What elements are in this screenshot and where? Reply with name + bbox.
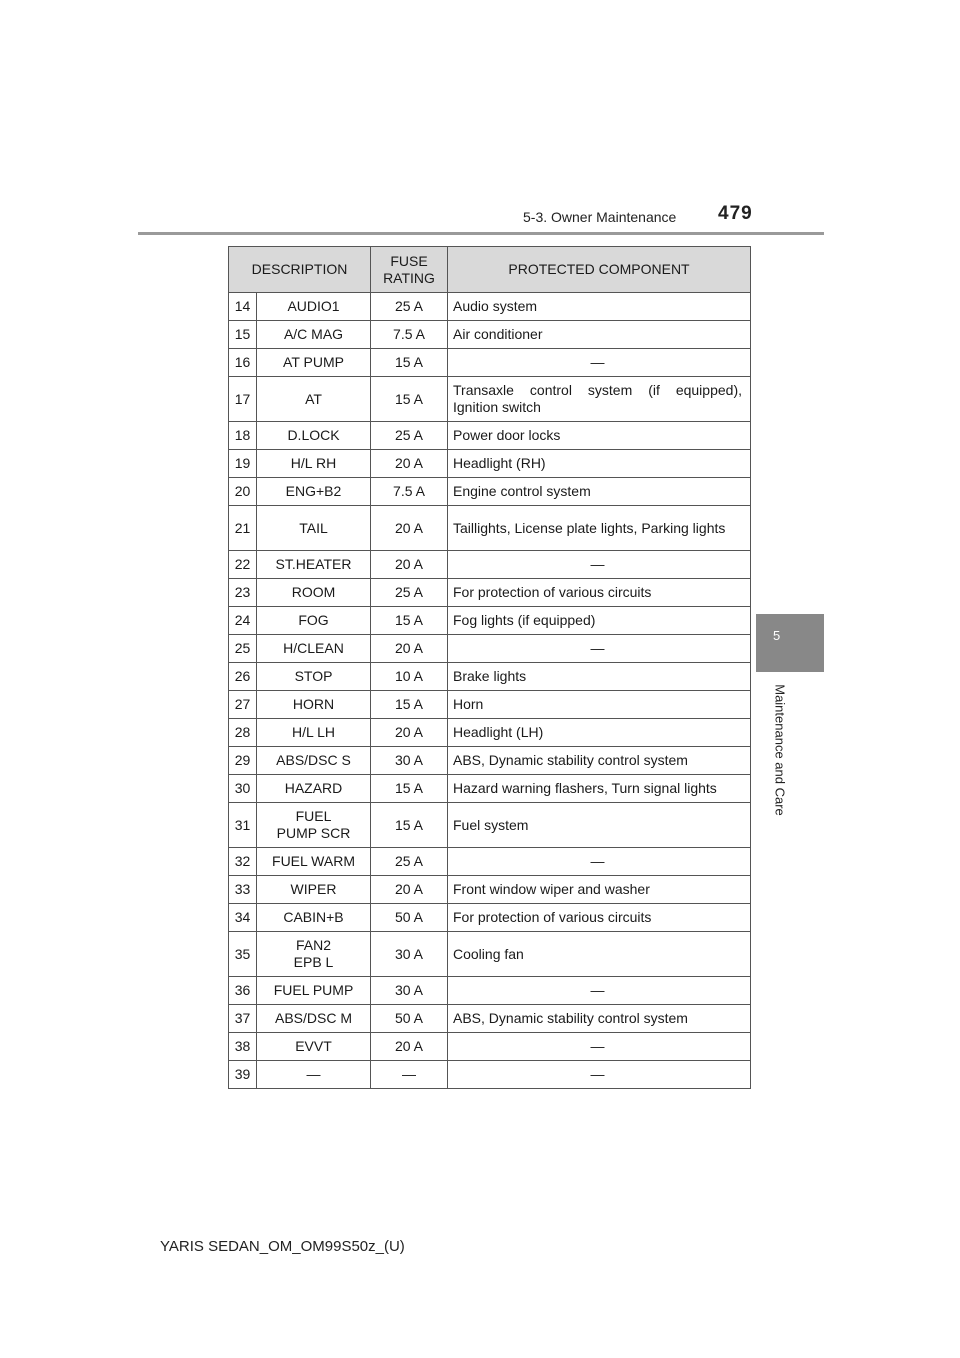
fuse-description-cell: CABIN+B bbox=[257, 904, 371, 932]
table-row bbox=[229, 377, 751, 422]
protected-component-cell: Headlight (RH) bbox=[448, 450, 751, 478]
fuse-rating-cell: 15 A bbox=[371, 377, 448, 422]
fuse-rating-cell: 7.5 A bbox=[371, 321, 448, 349]
table-row bbox=[229, 691, 751, 719]
fuse-description-cell: ABS/DSC S bbox=[257, 747, 371, 775]
fuse-rating-cell: 30 A bbox=[371, 977, 448, 1005]
table-row bbox=[229, 422, 751, 450]
table-row bbox=[229, 747, 751, 775]
fuse-rating-cell: 20 A bbox=[371, 635, 448, 663]
fuse-description-cell: ROOM bbox=[257, 579, 371, 607]
table-row bbox=[229, 848, 751, 876]
fuse-table-body bbox=[229, 293, 751, 1089]
protected-component-cell: Front window wiper and washer bbox=[448, 876, 751, 904]
header-fuse-rating-text: FUSE RATING bbox=[383, 252, 435, 286]
fuse-number-cell: 35 bbox=[229, 932, 257, 977]
fuse-rating-cell: 25 A bbox=[371, 848, 448, 876]
fuse-description-cell: HORN bbox=[257, 691, 371, 719]
fuse-description-cell: FUEL WARM bbox=[257, 848, 371, 876]
table-row bbox=[229, 1061, 751, 1089]
fuse-number-cell: 20 bbox=[229, 478, 257, 506]
fuse-number-cell: 22 bbox=[229, 551, 257, 579]
protected-component-cell: Fog lights (if equipped) bbox=[448, 607, 751, 635]
fuse-description-cell: FAN2 EPB L bbox=[257, 932, 371, 977]
fuse-number-cell: 39 bbox=[229, 1061, 257, 1089]
fuse-rating-cell: 50 A bbox=[371, 904, 448, 932]
protected-component-cell: For protection of various circuits bbox=[448, 579, 751, 607]
fuse-description-cell: STOP bbox=[257, 663, 371, 691]
fuse-rating-cell: — bbox=[371, 1061, 448, 1089]
header-protected-component: PROTECTED COMPONENT bbox=[448, 247, 751, 293]
fuse-number-cell: 25 bbox=[229, 635, 257, 663]
page-number: 479 bbox=[718, 203, 753, 224]
protected-component-cell: Cooling fan bbox=[448, 932, 751, 977]
fuse-description-cell: H/L RH bbox=[257, 450, 371, 478]
protected-component-cell: Headlight (LH) bbox=[448, 719, 751, 747]
protected-component-cell: Brake lights bbox=[448, 663, 751, 691]
header-divider bbox=[138, 232, 824, 235]
table-row bbox=[229, 349, 751, 377]
fuse-number-cell: 14 bbox=[229, 293, 257, 321]
fuse-rating-cell: 50 A bbox=[371, 1005, 448, 1033]
fuse-number-cell: 28 bbox=[229, 719, 257, 747]
protected-component-cell: — bbox=[448, 1061, 751, 1089]
fuse-number-cell: 34 bbox=[229, 904, 257, 932]
fuse-number-cell: 26 bbox=[229, 663, 257, 691]
fuse-description-cell: FOG bbox=[257, 607, 371, 635]
fuse-number-cell: 38 bbox=[229, 1033, 257, 1061]
fuse-number-cell: 24 bbox=[229, 607, 257, 635]
table-row bbox=[229, 719, 751, 747]
fuse-rating-cell: 15 A bbox=[371, 803, 448, 848]
fuse-number-cell: 31 bbox=[229, 803, 257, 848]
fuse-description-cell: ST.HEATER bbox=[257, 551, 371, 579]
fuse-description-cell: ABS/DSC M bbox=[257, 1005, 371, 1033]
fuse-number-cell: 36 bbox=[229, 977, 257, 1005]
fuse-description-cell: D.LOCK bbox=[257, 422, 371, 450]
fuse-number-cell: 37 bbox=[229, 1005, 257, 1033]
table-row bbox=[229, 607, 751, 635]
fuse-rating-cell: 20 A bbox=[371, 876, 448, 904]
fuse-number-cell: 17 bbox=[229, 377, 257, 422]
table-row bbox=[229, 506, 751, 551]
protected-component-cell: Fuel system bbox=[448, 803, 751, 848]
section-title: 5-3. Owner Maintenance bbox=[523, 209, 677, 225]
chapter-tab-number: 5 bbox=[773, 628, 781, 643]
fuse-number-cell: 32 bbox=[229, 848, 257, 876]
protected-component-cell: For protection of various circuits bbox=[448, 904, 751, 932]
fuse-rating-cell: 20 A bbox=[371, 506, 448, 551]
fuse-rating-cell: 20 A bbox=[371, 1033, 448, 1061]
protected-component-cell: — bbox=[448, 635, 751, 663]
fuse-description-cell: TAIL bbox=[257, 506, 371, 551]
fuse-rating-cell: 20 A bbox=[371, 450, 448, 478]
fuse-rating-cell: 7.5 A bbox=[371, 478, 448, 506]
table-row bbox=[229, 450, 751, 478]
protected-component-cell: Taillights, License plate lights, Parking lights bbox=[448, 506, 751, 551]
protected-component-cell: ABS, Dynamic stability control system bbox=[448, 1005, 751, 1033]
protected-component-cell: Horn bbox=[448, 691, 751, 719]
fuse-rating-cell: 15 A bbox=[371, 775, 448, 803]
table-row bbox=[229, 904, 751, 932]
fuse-description-cell: AT bbox=[257, 377, 371, 422]
fuse-description-cell: AT PUMP bbox=[257, 349, 371, 377]
protected-component-cell: — bbox=[448, 551, 751, 579]
protected-component-cell: Power door locks bbox=[448, 422, 751, 450]
chapter-tab-label: Maintenance and Care bbox=[772, 684, 788, 816]
fuse-rating-cell: 20 A bbox=[371, 719, 448, 747]
header-fuse-rating bbox=[371, 247, 448, 293]
fuse-number-cell: 15 bbox=[229, 321, 257, 349]
table-row bbox=[229, 932, 751, 977]
table-row bbox=[229, 1005, 751, 1033]
protected-component-cell: Audio system bbox=[448, 293, 751, 321]
header-description: DESCRIPTION bbox=[229, 247, 371, 293]
fuse-description-cell: A/C MAG bbox=[257, 321, 371, 349]
table-row bbox=[229, 579, 751, 607]
protected-component-cell: — bbox=[448, 977, 751, 1005]
fuse-rating-cell: 25 A bbox=[371, 579, 448, 607]
table-row bbox=[229, 478, 751, 506]
table-row bbox=[229, 803, 751, 848]
fuse-description-cell: H/L LH bbox=[257, 719, 371, 747]
table-row bbox=[229, 977, 751, 1005]
fuse-rating-cell: 10 A bbox=[371, 663, 448, 691]
footer-doc-id: YARIS SEDAN_OM_OM99S50z_(U) bbox=[160, 1238, 405, 1255]
table-row bbox=[229, 321, 751, 349]
fuse-description-cell: FUEL PUMP bbox=[257, 977, 371, 1005]
chapter-tab bbox=[756, 614, 824, 672]
fuse-rating-cell: 20 A bbox=[371, 551, 448, 579]
fuse-rating-cell: 30 A bbox=[371, 932, 448, 977]
fuse-number-cell: 21 bbox=[229, 506, 257, 551]
table-row bbox=[229, 876, 751, 904]
table-row bbox=[229, 775, 751, 803]
protected-component-cell: Air conditioner bbox=[448, 321, 751, 349]
table-row bbox=[229, 1033, 751, 1061]
fuse-rating-cell: 15 A bbox=[371, 691, 448, 719]
protected-component-cell: — bbox=[448, 1033, 751, 1061]
fuse-rating-cell: 25 A bbox=[371, 293, 448, 321]
table-row bbox=[229, 663, 751, 691]
fuse-number-cell: 29 bbox=[229, 747, 257, 775]
fuse-rating-cell: 25 A bbox=[371, 422, 448, 450]
fuse-table-header bbox=[229, 247, 751, 293]
table-row bbox=[229, 293, 751, 321]
fuse-description-cell: ENG+B2 bbox=[257, 478, 371, 506]
fuse-description-cell: FUEL PUMP SCR bbox=[257, 803, 371, 848]
fuse-rating-cell: 15 A bbox=[371, 607, 448, 635]
table-row bbox=[229, 635, 751, 663]
protected-component-cell: Transaxle control system (if equipped), Ignition switch bbox=[448, 377, 751, 422]
protected-component-cell: Hazard warning flashers, Turn signal lights bbox=[448, 775, 751, 803]
protected-component-cell: — bbox=[448, 848, 751, 876]
fuse-number-cell: 27 bbox=[229, 691, 257, 719]
fuse-number-cell: 18 bbox=[229, 422, 257, 450]
fuse-rating-cell: 15 A bbox=[371, 349, 448, 377]
fuse-number-cell: 16 bbox=[229, 349, 257, 377]
fuse-description-cell: AUDIO1 bbox=[257, 293, 371, 321]
protected-component-cell: — bbox=[448, 349, 751, 377]
fuse-number-cell: 23 bbox=[229, 579, 257, 607]
fuse-description-cell: H/CLEAN bbox=[257, 635, 371, 663]
protected-component-cell: Engine control system bbox=[448, 478, 751, 506]
fuse-description-cell: — bbox=[257, 1061, 371, 1089]
fuse-table bbox=[228, 246, 751, 1089]
protected-component-cell: ABS, Dynamic stability control system bbox=[448, 747, 751, 775]
table-row bbox=[229, 551, 751, 579]
fuse-number-cell: 19 bbox=[229, 450, 257, 478]
fuse-rating-cell: 30 A bbox=[371, 747, 448, 775]
fuse-number-cell: 33 bbox=[229, 876, 257, 904]
fuse-description-cell: HAZARD bbox=[257, 775, 371, 803]
fuse-description-cell: EVVT bbox=[257, 1033, 371, 1061]
fuse-description-cell: WIPER bbox=[257, 876, 371, 904]
fuse-number-cell: 30 bbox=[229, 775, 257, 803]
